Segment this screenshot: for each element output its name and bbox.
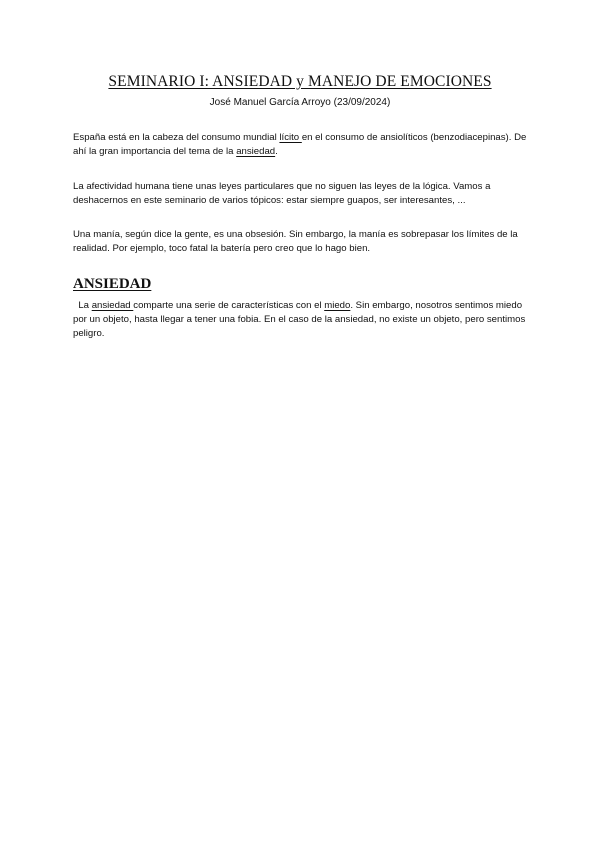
section-heading-ansiedad: ANSIEDAD (73, 276, 152, 292)
author-line: José Manuel García Arroyo (23/09/2024) (209, 97, 391, 108)
ansiedad-p1-text-after: . Sin embargo, nosotros sentimos miedo por un objeto, hasta llegar a tener una fobia. En el caso de la ansiedad, no existe un objeto, pero sentimos peligro. (73, 300, 526, 339)
ansiedad-p1-text-before: La (78, 300, 92, 311)
ansiedad-p1-text-middle: comparte una serie de características con el (133, 300, 325, 311)
term-ansiedad-2: ansiedad (91, 300, 134, 311)
intro-paragraph-3: Una manía, según dice la gente, es una obsesión. Sin embargo, la manía es sobrepasar los límites de la realidad. Por ejemplo, toco fatal la batería pero creo que lo hago bien. (73, 229, 518, 254)
intro-paragraph-1 (73, 131, 533, 159)
intro-p1-text-after: . (275, 146, 278, 157)
intro-p1-text-before: España está en la cabeza del consumo mundial (73, 132, 280, 143)
ansiedad-paragraph-1 (73, 299, 533, 341)
intro-paragraph-2: La afectividad humana tiene unas leyes particulares que no siguen las leyes de la lógica. Vamos a deshacernos en este seminario de varios tópicos: estar siempre guapos, ser interesantes, ... (73, 181, 491, 206)
term-licito: lícito (279, 132, 302, 143)
document-title: SEMINARIO I: ANSIEDAD y MANEJO DE EMOCIONES (108, 73, 492, 90)
term-ansiedad: ansiedad (236, 146, 276, 157)
term-miedo: miedo (324, 300, 351, 311)
intro-p1-text-middle: en el consumo de ansiolíticos (benzodiacepinas). De ahí la gran importancia del tema de la (73, 132, 527, 157)
